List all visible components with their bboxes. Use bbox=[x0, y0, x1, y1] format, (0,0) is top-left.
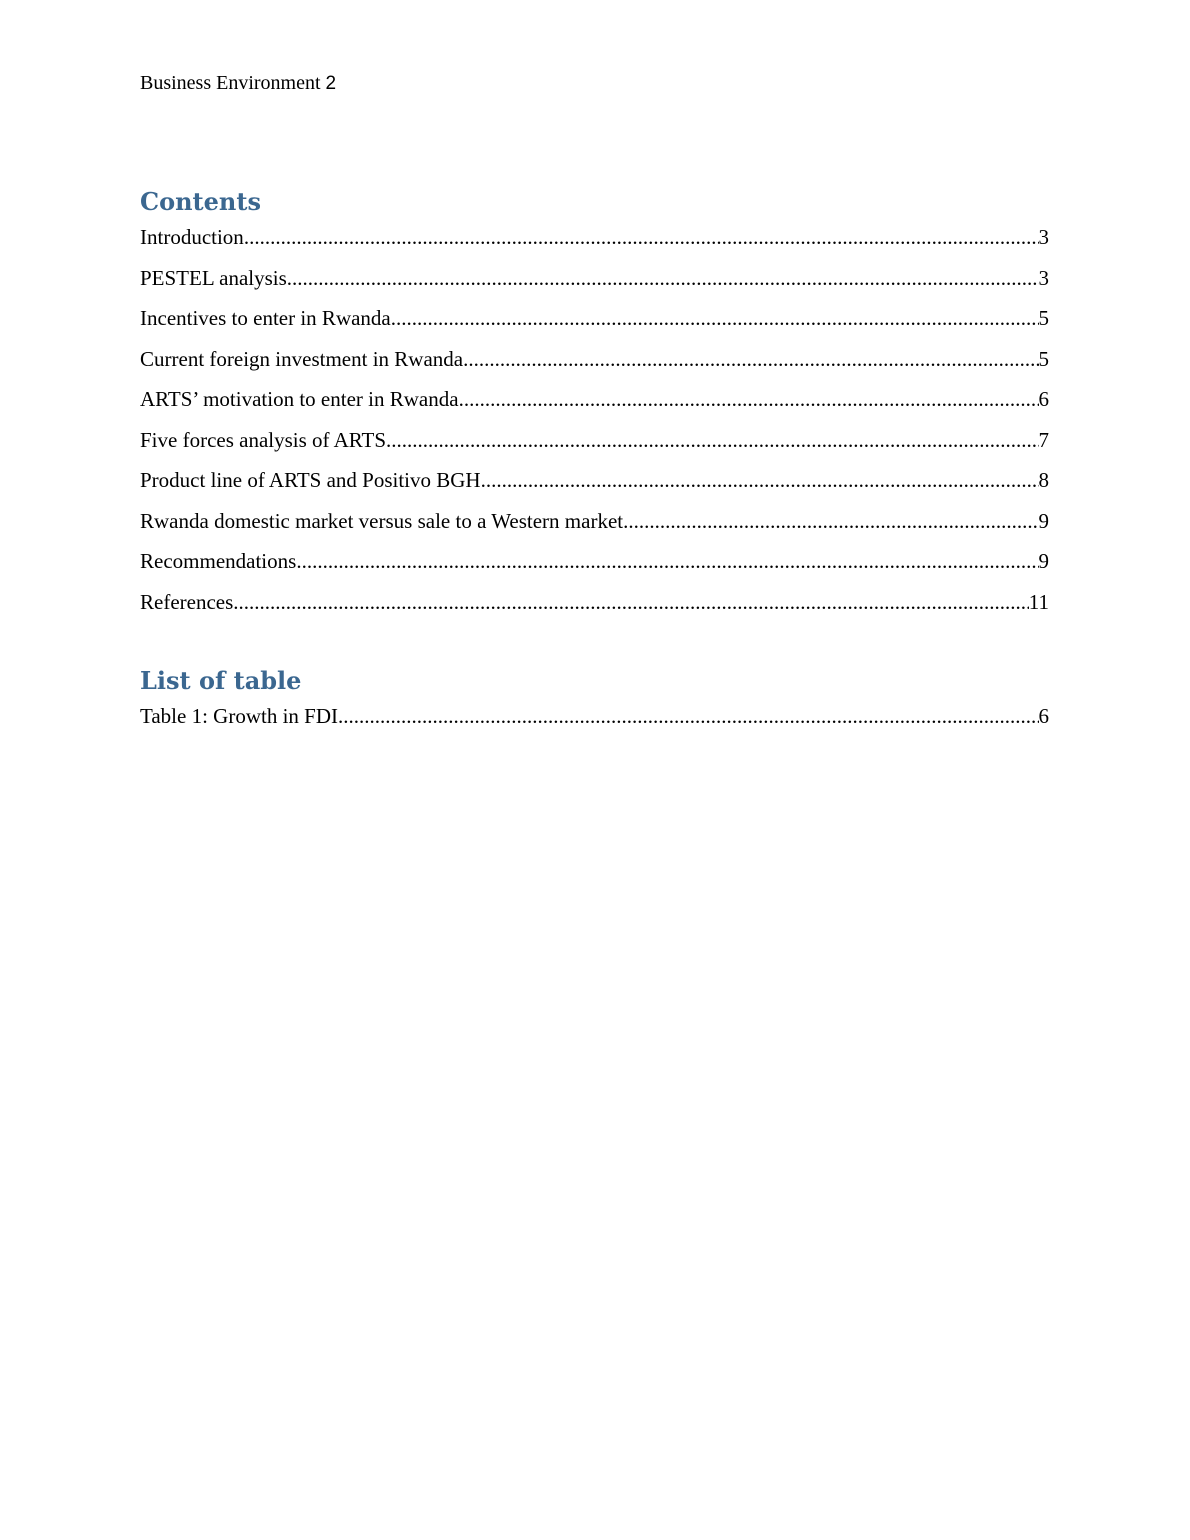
toc-dot-leader bbox=[459, 385, 1039, 413]
contents-heading: Contents bbox=[140, 187, 261, 216]
toc-entry-title: Incentives to enter in Rwanda bbox=[140, 306, 391, 330]
toc-entry-introduction[interactable] bbox=[140, 223, 1049, 264]
toc-entry-domestic-vs-western[interactable] bbox=[140, 507, 1049, 548]
toc-entry-page: 9 bbox=[1038, 508, 1049, 533]
toc-dot-leader bbox=[463, 345, 1038, 373]
toc-entry-title: PESTEL analysis bbox=[140, 265, 287, 290]
header-title: Business Environment bbox=[140, 72, 321, 94]
toc-dot-leader bbox=[338, 702, 1038, 730]
toc-entry-arts-motivation[interactable] bbox=[140, 385, 1049, 426]
toc-dot-leader bbox=[244, 223, 1039, 251]
toc-entry-title: Rwanda domestic market versus sale to a Western market bbox=[140, 508, 624, 533]
toc-entry-title: Current foreign investment in Rwanda bbox=[140, 346, 464, 371]
toc-entry-page: 7 bbox=[1038, 427, 1049, 452]
toc-entry-product-line[interactable] bbox=[140, 466, 1049, 507]
toc-dot-leader bbox=[481, 466, 1039, 494]
toc-entry-page: 6 bbox=[1038, 387, 1049, 411]
table-entry-title: Table 1: Growth in FDI bbox=[140, 704, 339, 728]
list-of-tables bbox=[140, 702, 1049, 743]
toc-entry-title: Product line of ARTS and Positivo BGH bbox=[140, 468, 481, 492]
header-page-number: 2 bbox=[325, 73, 337, 94]
toc-entry-references[interactable] bbox=[140, 588, 1049, 629]
toc-entry-title: Five forces analysis of ARTS bbox=[140, 427, 387, 452]
toc-entry-incentives[interactable] bbox=[140, 304, 1049, 345]
toc-entry-page: 11 bbox=[1028, 589, 1049, 614]
toc-entry-title: References bbox=[140, 589, 234, 614]
toc-entry-current-foreign-investment[interactable] bbox=[140, 345, 1049, 386]
contents-list bbox=[140, 223, 1049, 628]
toc-dot-leader bbox=[391, 304, 1039, 332]
toc-entry-recommendations[interactable] bbox=[140, 547, 1049, 588]
table-entry-growth-in-fdi[interactable] bbox=[140, 702, 1049, 743]
toc-entry-page: 5 bbox=[1038, 306, 1049, 330]
toc-dot-leader bbox=[296, 547, 1038, 575]
toc-entry-title: ARTS’ motivation to enter in Rwanda bbox=[140, 387, 459, 411]
toc-dot-leader bbox=[623, 507, 1038, 535]
toc-dot-leader bbox=[233, 588, 1028, 616]
toc-entry-pestel-analysis[interactable] bbox=[140, 264, 1049, 305]
toc-entry-title: Recommendations bbox=[140, 549, 297, 573]
table-entry-page: 6 bbox=[1038, 704, 1049, 728]
toc-entry-five-forces[interactable] bbox=[140, 426, 1049, 467]
toc-entry-page: 8 bbox=[1038, 468, 1049, 492]
toc-entry-page: 3 bbox=[1038, 265, 1049, 290]
toc-dot-leader bbox=[287, 264, 1039, 292]
list-of-tables-heading: List of table bbox=[140, 666, 302, 695]
toc-dot-leader bbox=[386, 426, 1038, 454]
running-header bbox=[140, 71, 336, 96]
toc-entry-page: 5 bbox=[1038, 346, 1049, 371]
toc-entry-title: Introduction bbox=[140, 225, 244, 249]
toc-entry-page: 3 bbox=[1038, 225, 1049, 249]
toc-entry-page: 9 bbox=[1038, 549, 1049, 573]
